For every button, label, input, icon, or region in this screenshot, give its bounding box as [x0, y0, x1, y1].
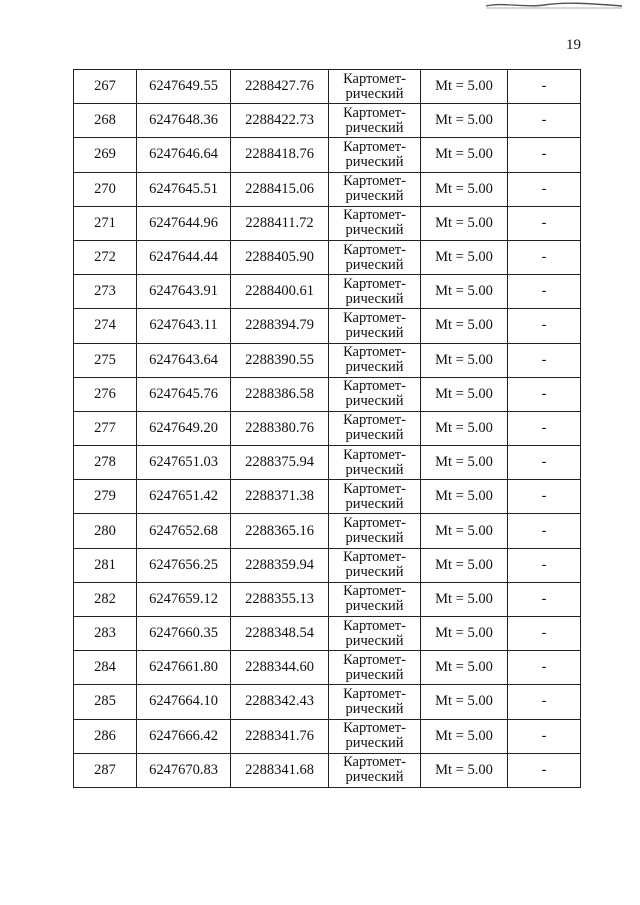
method-line-1: Картомет- [343, 412, 406, 429]
accuracy-cell: Mt = 5.00 [421, 343, 508, 377]
note-cell: - [508, 138, 581, 172]
table-row [74, 377, 581, 411]
note-cell: - [508, 548, 581, 582]
method-cell [329, 617, 421, 651]
x-coordinate-cell: 6247644.44 [137, 240, 231, 274]
method-cell [329, 480, 421, 514]
method-cell [329, 446, 421, 480]
y-coordinate-cell: 2288394.79 [231, 309, 329, 343]
accuracy-cell: Mt = 5.00 [421, 514, 508, 548]
table-row [74, 411, 581, 445]
table-row [74, 309, 581, 343]
table-row [74, 480, 581, 514]
accuracy-cell: Mt = 5.00 [421, 651, 508, 685]
table-row [74, 446, 581, 480]
method-line-2: рический [345, 119, 404, 136]
method-line-2: рический [345, 598, 404, 615]
y-coordinate-cell: 2288365.16 [231, 514, 329, 548]
y-coordinate-cell: 2288341.76 [231, 719, 329, 753]
note-cell: - [508, 343, 581, 377]
method-line-1: Картомет- [343, 104, 406, 121]
y-coordinate-cell: 2288400.61 [231, 275, 329, 309]
y-coordinate-cell: 2288418.76 [231, 138, 329, 172]
accuracy-cell: Mt = 5.00 [421, 617, 508, 651]
note-cell: - [508, 651, 581, 685]
method-line-2: рический [345, 393, 404, 410]
point-number-cell: 267 [74, 70, 137, 104]
y-coordinate-cell: 2288380.76 [231, 411, 329, 445]
point-number-cell: 279 [74, 480, 137, 514]
table-row [74, 582, 581, 616]
method-line-1: Картомет- [343, 720, 406, 737]
method-line-2: рический [345, 359, 404, 376]
y-coordinate-cell: 2288405.90 [231, 240, 329, 274]
y-coordinate-cell: 2288422.73 [231, 104, 329, 138]
method-line-1: Картомет- [343, 685, 406, 702]
method-cell [329, 719, 421, 753]
method-line-2: рический [345, 290, 404, 307]
accuracy-cell: Mt = 5.00 [421, 206, 508, 240]
method-line-2: рический [345, 564, 404, 581]
table-row [74, 719, 581, 753]
method-cell [329, 138, 421, 172]
method-cell [329, 514, 421, 548]
accuracy-cell: Mt = 5.00 [421, 275, 508, 309]
point-number-cell: 278 [74, 446, 137, 480]
accuracy-cell: Mt = 5.00 [421, 411, 508, 445]
table-row [74, 651, 581, 685]
method-line-1: Картомет- [343, 617, 406, 634]
note-cell: - [508, 206, 581, 240]
method-line-1: Картомет- [343, 583, 406, 600]
table-row [74, 685, 581, 719]
y-coordinate-cell: 2288411.72 [231, 206, 329, 240]
point-number-cell: 275 [74, 343, 137, 377]
method-line-2: рический [345, 495, 404, 512]
method-line-1: Картомет- [343, 207, 406, 224]
accuracy-cell: Mt = 5.00 [421, 480, 508, 514]
method-line-1: Картомет- [343, 241, 406, 258]
method-line-2: рический [345, 85, 404, 102]
point-number-cell: 280 [74, 514, 137, 548]
x-coordinate-cell: 6247651.42 [137, 480, 231, 514]
method-cell [329, 651, 421, 685]
x-coordinate-cell: 6247643.64 [137, 343, 231, 377]
note-cell: - [508, 719, 581, 753]
method-line-1: Картомет- [343, 70, 406, 87]
y-coordinate-cell: 2288348.54 [231, 617, 329, 651]
method-cell [329, 206, 421, 240]
x-coordinate-cell: 6247644.96 [137, 206, 231, 240]
note-cell: - [508, 446, 581, 480]
note-cell: - [508, 753, 581, 787]
x-coordinate-cell: 6247649.20 [137, 411, 231, 445]
table-row [74, 70, 581, 104]
point-number-cell: 282 [74, 582, 137, 616]
note-cell: - [508, 275, 581, 309]
accuracy-cell: Mt = 5.00 [421, 685, 508, 719]
point-number-cell: 286 [74, 719, 137, 753]
note-cell: - [508, 104, 581, 138]
table-row [74, 138, 581, 172]
table-row [74, 617, 581, 651]
method-cell [329, 753, 421, 787]
method-line-2: рический [345, 632, 404, 649]
table-body [74, 70, 581, 788]
accuracy-cell: Mt = 5.00 [421, 104, 508, 138]
method-line-1: Картомет- [343, 515, 406, 532]
y-coordinate-cell: 2288375.94 [231, 446, 329, 480]
method-line-2: рический [345, 461, 404, 478]
table-row [74, 275, 581, 309]
x-coordinate-cell: 6247659.12 [137, 582, 231, 616]
x-coordinate-cell: 6247661.80 [137, 651, 231, 685]
table-row [74, 514, 581, 548]
method-line-2: рический [345, 700, 404, 717]
method-cell [329, 309, 421, 343]
point-number-cell: 270 [74, 172, 137, 206]
point-number-cell: 283 [74, 617, 137, 651]
x-coordinate-cell: 6247645.76 [137, 377, 231, 411]
table-row [74, 104, 581, 138]
note-cell: - [508, 172, 581, 206]
y-coordinate-cell: 2288341.68 [231, 753, 329, 787]
y-coordinate-cell: 2288344.60 [231, 651, 329, 685]
y-coordinate-cell: 2288415.06 [231, 172, 329, 206]
point-number-cell: 273 [74, 275, 137, 309]
y-coordinate-cell: 2288355.13 [231, 582, 329, 616]
method-line-1: Картомет- [343, 344, 406, 361]
y-coordinate-cell: 2288359.94 [231, 548, 329, 582]
page-number: 19 [566, 37, 581, 53]
note-cell: - [508, 582, 581, 616]
x-coordinate-cell: 6247645.51 [137, 172, 231, 206]
accuracy-cell: Mt = 5.00 [421, 240, 508, 274]
method-cell [329, 275, 421, 309]
x-coordinate-cell: 6247670.83 [137, 753, 231, 787]
y-coordinate-cell: 2288390.55 [231, 343, 329, 377]
accuracy-cell: Mt = 5.00 [421, 377, 508, 411]
method-line-1: Картомет- [343, 275, 406, 292]
point-number-cell: 268 [74, 104, 137, 138]
method-line-2: рический [345, 324, 404, 341]
x-coordinate-cell: 6247643.11 [137, 309, 231, 343]
table-row [74, 240, 581, 274]
note-cell: - [508, 514, 581, 548]
method-line-2: рический [345, 769, 404, 786]
accuracy-cell: Mt = 5.00 [421, 719, 508, 753]
x-coordinate-cell: 6247651.03 [137, 446, 231, 480]
method-line-1: Картомет- [343, 173, 406, 190]
method-line-1: Картомет- [343, 309, 406, 326]
x-coordinate-cell: 6247656.25 [137, 548, 231, 582]
x-coordinate-cell: 6247646.64 [137, 138, 231, 172]
note-cell: - [508, 617, 581, 651]
accuracy-cell: Mt = 5.00 [421, 548, 508, 582]
point-number-cell: 276 [74, 377, 137, 411]
method-line-2: рический [345, 153, 404, 170]
y-coordinate-cell: 2288427.76 [231, 70, 329, 104]
accuracy-cell: Mt = 5.00 [421, 309, 508, 343]
point-number-cell: 277 [74, 411, 137, 445]
x-coordinate-cell: 6247660.35 [137, 617, 231, 651]
method-cell [329, 70, 421, 104]
x-coordinate-cell: 6247666.42 [137, 719, 231, 753]
note-cell: - [508, 309, 581, 343]
accuracy-cell: Mt = 5.00 [421, 446, 508, 480]
point-number-cell: 285 [74, 685, 137, 719]
accuracy-cell: Mt = 5.00 [421, 753, 508, 787]
method-line-2: рический [345, 666, 404, 683]
method-cell [329, 104, 421, 138]
x-coordinate-cell: 6247643.91 [137, 275, 231, 309]
method-line-1: Картомет- [343, 378, 406, 395]
table-row [74, 548, 581, 582]
method-line-2: рический [345, 427, 404, 444]
method-line-2: рический [345, 222, 404, 239]
table-row [74, 206, 581, 240]
note-cell: - [508, 480, 581, 514]
method-cell [329, 411, 421, 445]
note-cell: - [508, 411, 581, 445]
accuracy-cell: Mt = 5.00 [421, 582, 508, 616]
method-cell [329, 240, 421, 274]
method-cell [329, 343, 421, 377]
method-line-1: Картомет- [343, 549, 406, 566]
method-line-1: Картомет- [343, 446, 406, 463]
table-row [74, 343, 581, 377]
point-number-cell: 272 [74, 240, 137, 274]
x-coordinate-cell: 6247652.68 [137, 514, 231, 548]
x-coordinate-cell: 6247664.10 [137, 685, 231, 719]
accuracy-cell: Mt = 5.00 [421, 138, 508, 172]
method-line-1: Картомет- [343, 651, 406, 668]
method-line-1: Картомет- [343, 480, 406, 497]
x-coordinate-cell: 6247648.36 [137, 104, 231, 138]
method-line-1: Картомет- [343, 754, 406, 771]
method-line-2: рический [345, 256, 404, 273]
point-number-cell: 281 [74, 548, 137, 582]
accuracy-cell: Mt = 5.00 [421, 70, 508, 104]
y-coordinate-cell: 2288342.43 [231, 685, 329, 719]
method-cell [329, 377, 421, 411]
coordinates-table [73, 69, 581, 788]
y-coordinate-cell: 2288386.58 [231, 377, 329, 411]
note-cell: - [508, 70, 581, 104]
method-line-1: Картомет- [343, 138, 406, 155]
method-cell [329, 172, 421, 206]
point-number-cell: 284 [74, 651, 137, 685]
method-cell [329, 548, 421, 582]
point-number-cell: 271 [74, 206, 137, 240]
point-number-cell: 274 [74, 309, 137, 343]
point-number-cell: 287 [74, 753, 137, 787]
method-cell [329, 582, 421, 616]
note-cell: - [508, 685, 581, 719]
note-cell: - [508, 240, 581, 274]
y-coordinate-cell: 2288371.38 [231, 480, 329, 514]
scan-header-mark [484, 0, 624, 10]
note-cell: - [508, 377, 581, 411]
table-row [74, 753, 581, 787]
method-line-2: рический [345, 735, 404, 752]
method-line-2: рический [345, 530, 404, 547]
accuracy-cell: Mt = 5.00 [421, 172, 508, 206]
point-number-cell: 269 [74, 138, 137, 172]
method-cell [329, 685, 421, 719]
table-row [74, 172, 581, 206]
method-line-2: рический [345, 188, 404, 205]
x-coordinate-cell: 6247649.55 [137, 70, 231, 104]
